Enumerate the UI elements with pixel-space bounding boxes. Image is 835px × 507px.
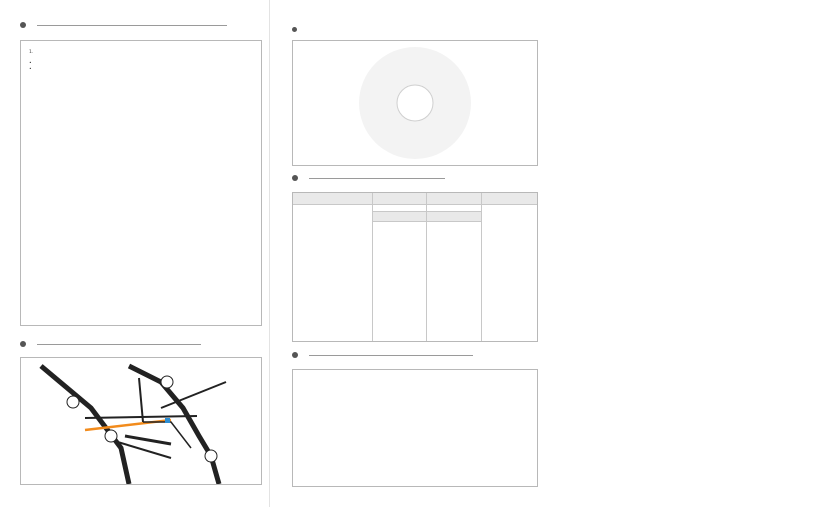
kids-list — [482, 205, 537, 211]
col-elementary — [427, 193, 482, 341]
prayer-item: • — [29, 60, 32, 66]
title-rule — [309, 178, 445, 179]
col-header — [293, 193, 372, 205]
children-list — [427, 222, 481, 228]
title-rule — [37, 344, 201, 345]
ministers-title — [292, 175, 445, 181]
col-youth — [373, 193, 427, 341]
bullet-icon — [20, 22, 26, 28]
schedule-table — [292, 369, 538, 487]
auto-mall-road — [85, 416, 197, 418]
col-header — [427, 193, 481, 205]
title-rule — [309, 355, 473, 356]
english-list — [373, 222, 426, 228]
news-box — [20, 40, 262, 326]
two-wings-diagram — [292, 40, 538, 166]
bullet-icon — [292, 175, 298, 181]
news-title — [20, 22, 227, 28]
highway-shield-icon — [205, 450, 217, 462]
prayer-item: • — [29, 67, 32, 73]
col-staff — [293, 193, 373, 341]
title-rule — [37, 25, 227, 26]
highway-shield-icon — [161, 376, 173, 388]
col-header — [373, 193, 426, 205]
bullet-icon — [292, 27, 297, 32]
youth-notice: 1. — [29, 50, 34, 55]
church-marker-icon — [165, 418, 170, 423]
highway-shield-icon — [67, 396, 79, 408]
directions-map — [20, 357, 262, 485]
staff-list — [293, 205, 372, 211]
schedule-title — [292, 352, 473, 358]
diagram-center — [397, 85, 433, 121]
col-kids — [482, 193, 537, 341]
news-tail — [29, 50, 255, 74]
hwy-262 — [125, 436, 171, 444]
map-canvas — [21, 358, 261, 484]
highway-shield-icon — [105, 430, 117, 442]
map-title — [20, 341, 201, 347]
diagram-canvas — [293, 41, 537, 165]
page-fold — [269, 0, 270, 507]
slogan-heading — [292, 27, 301, 32]
children-subheader — [427, 211, 481, 222]
english-subheader — [373, 211, 426, 222]
ministers-table — [292, 192, 538, 342]
bullet-icon — [20, 341, 26, 347]
fremont-road — [139, 378, 143, 422]
col-header — [482, 193, 537, 205]
bullet-icon — [292, 352, 298, 358]
freeway-880 — [41, 366, 129, 484]
